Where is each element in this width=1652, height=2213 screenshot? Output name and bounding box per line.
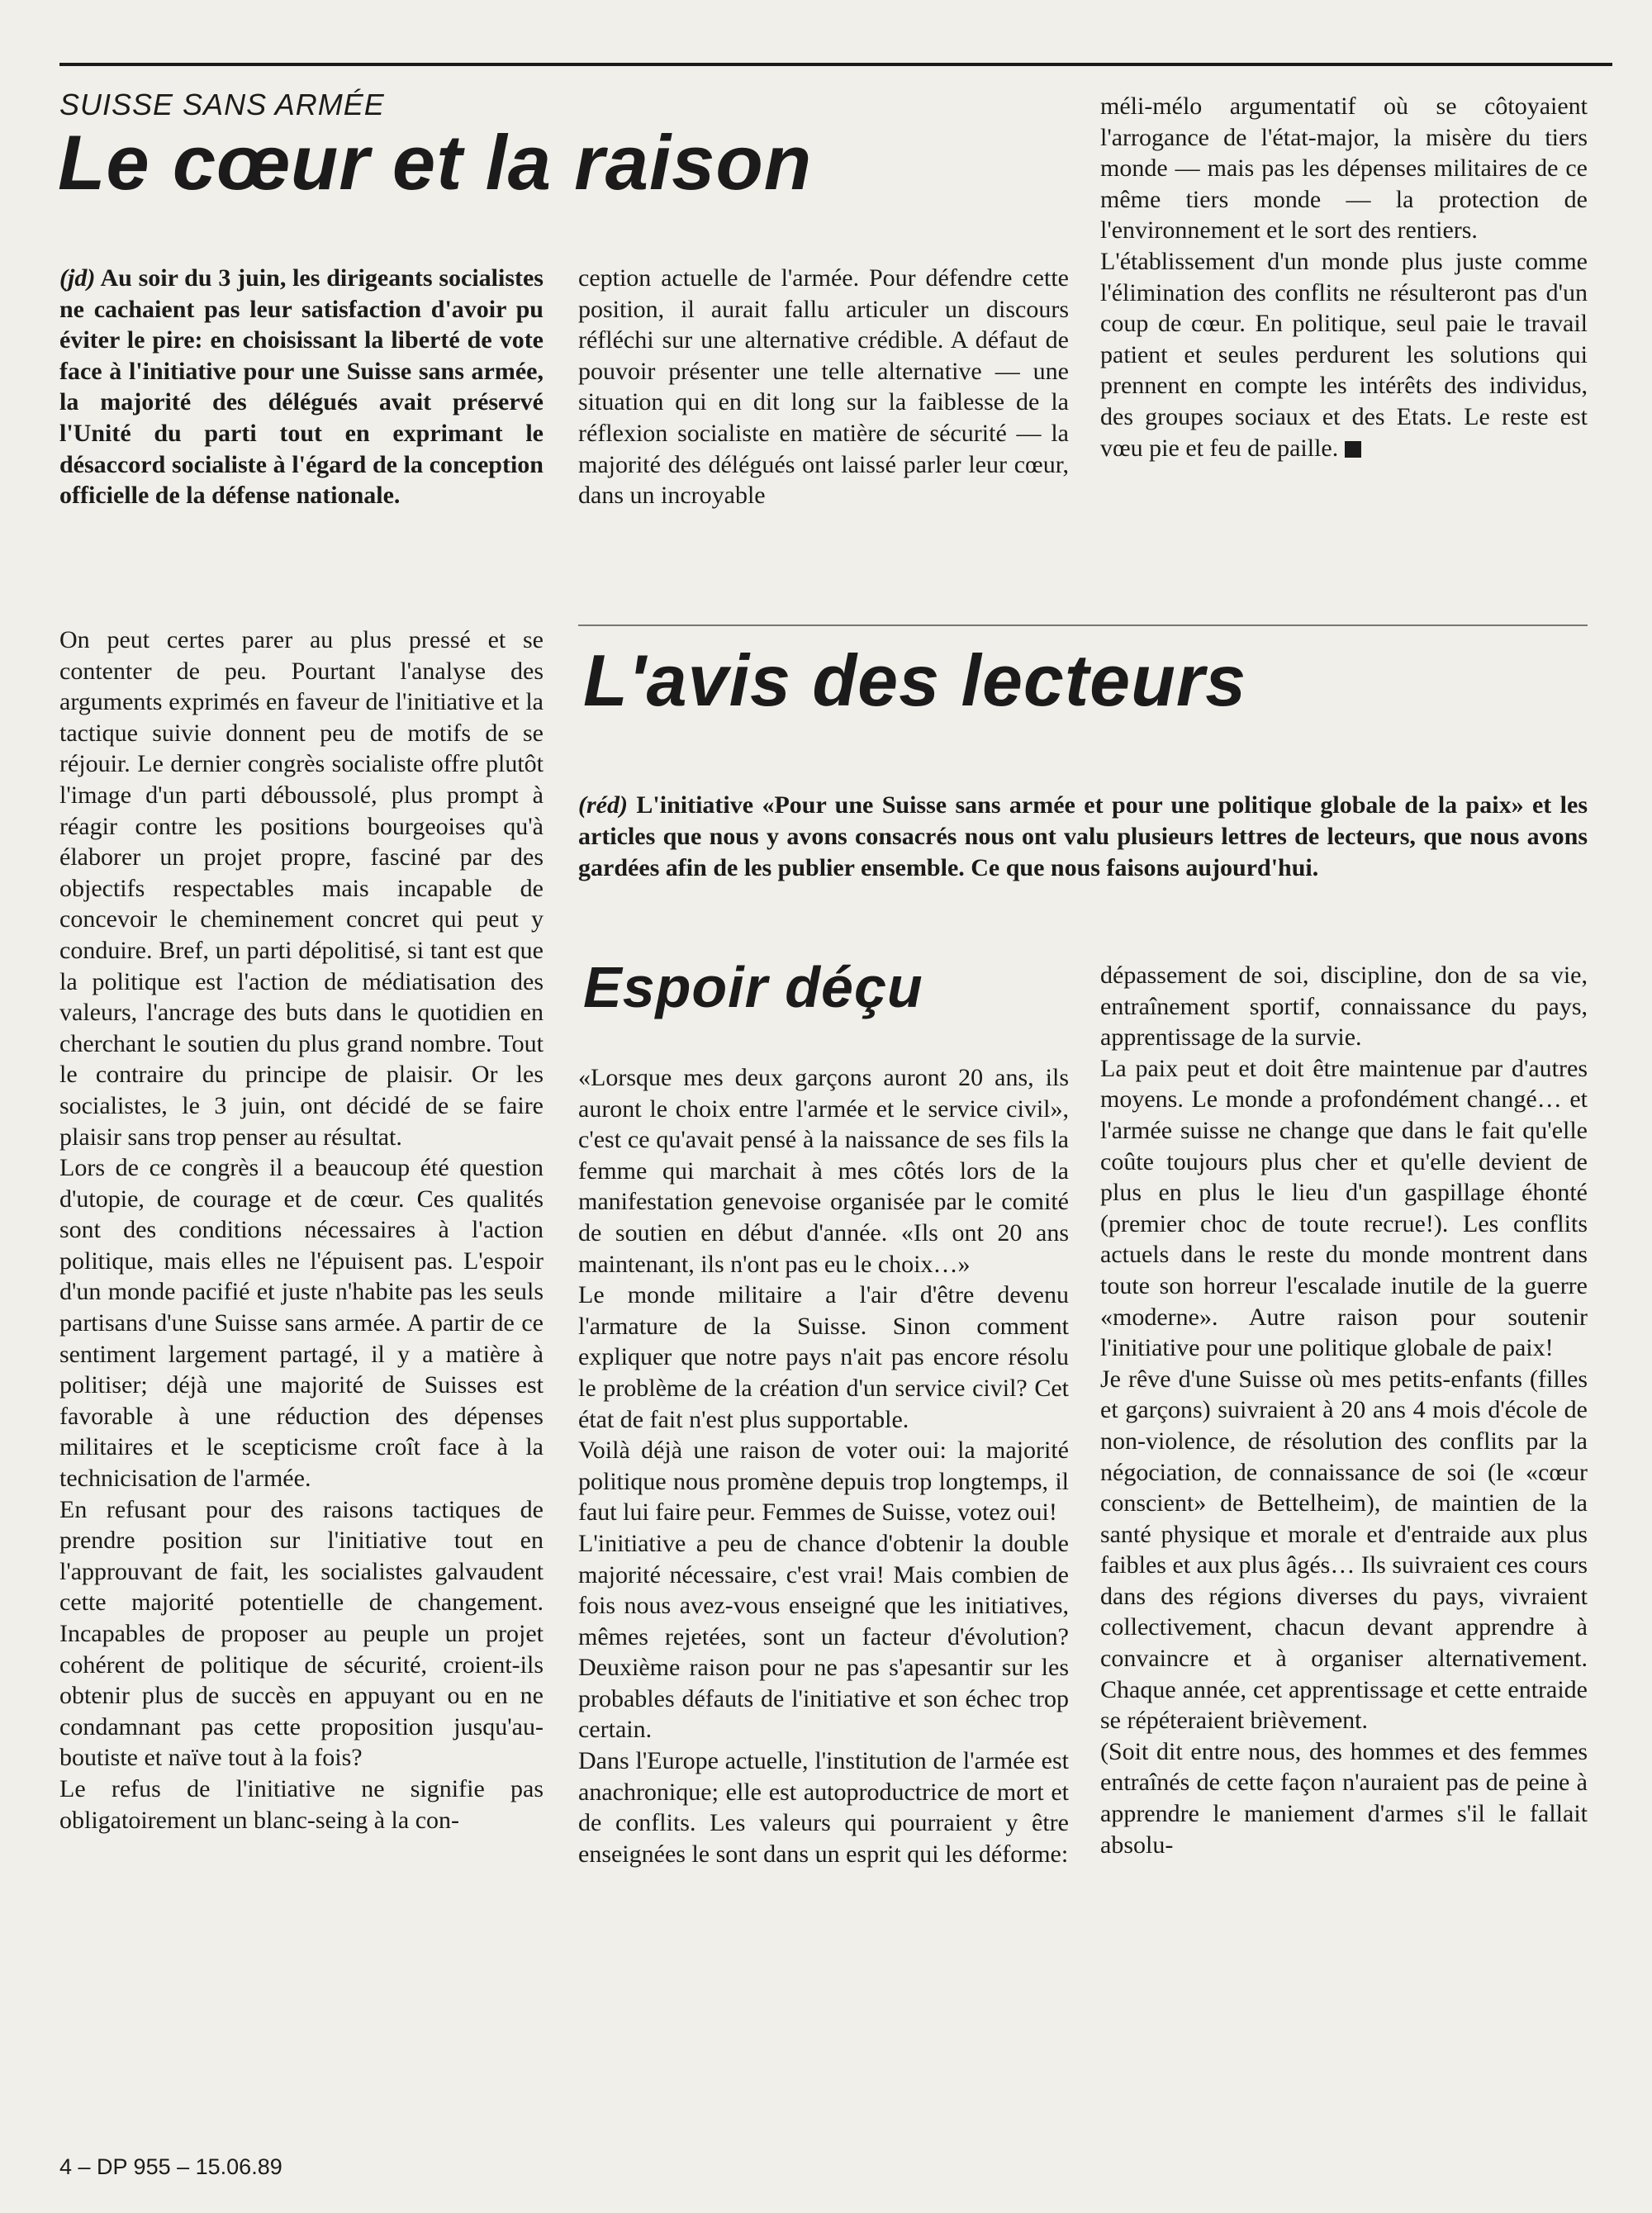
- letter-paragraph: Je rêve d'une Suisse où mes petits-enfants (filles et garçons) suivraient à 20 ans 4 mois d'école de non-violence, de résolution des conflits par la négociation, de connaissance de soi (le «cœur conscient» de Bettelheim), de maintien de la santé physique et morale et d'entraide aux plus faibles et aux plus âgés… Ils suivraient ces cours dans des régions diverses du pays, vivraient collectivement, chacun devant apprendre à convaincre et à organiser alternativement. Chaque année, cet apprentissage et cette entraide se répéteraient brièvement.: [1100, 1365, 1588, 1735]
- intro-text: L'initiative «Pour une Suisse sans armée et pour une politique globale de la paix» et les articles que nous y avons consacrés nous ont valu plusieurs lettres de lecteurs, que nous avons gardées afin de les publier ensemble. Ce que nous faisons aujourd'hui.: [578, 791, 1588, 881]
- article-body-col2: [578, 263, 1069, 511]
- section-title: L'avis des lecteurs: [583, 639, 1247, 721]
- letter-paragraph: Dans l'Europe actuelle, l'institution de l'armée est anachronique; elle est autoproductrice de mort et de conflits. Les valeurs qui pourraient y être enseignées le sont dans un esprit qui les déforme:: [578, 1747, 1069, 1868]
- lead-text: Au soir du 3 juin, les dirigeants socialistes ne cachaient pas leur satisfaction d'avoir pu éviter le pire: en choisissant la liberté de vote face à l'initiative pour une Suisse sans armée, la majorité des délégués avait préservé l'Unité du parti tout en exprimant le désaccord socialiste à l'égard de la conception officielle de la défense nationale.: [59, 264, 544, 510]
- section-rule: [578, 624, 1588, 626]
- letter-paragraph: Voilà déjà une raison de voter oui: la majorité politique nous promène depuis trop longtemps, il faut lui faire peur. Femmes de Suisse, votez oui!: [578, 1437, 1069, 1527]
- letter-paragraph: L'initiative a peu de chance d'obtenir la double majorité nécessaire, c'est vrai! Mais combien de fois nous avez-vous enseigné que les initiatives, mêmes rejetées, sont un facteur d'évolution? Deuxième raison pour ne pas s'apesantir sur les probables défauts de l'initiative et son échec trop certain.: [578, 1529, 1069, 1744]
- article-title: Le cœur et la raison: [58, 119, 813, 206]
- letter-paragraph: dépassement de soi, discipline, don de sa vie, entraînement sportif, connaissance du pays, apprentissage de la survie.: [1100, 962, 1588, 1052]
- article-body-col1: [59, 624, 544, 1835]
- letter-col3: [1100, 960, 1588, 1860]
- letter-paragraph: La paix peut et doit être maintenue par d'autres moyens. Le monde a profondément changé… et l'armée suisse ne change que dans le fait qu'elle coûte toujours plus cher et qu'elle devient de plus en plus le lieu d'un gaspillage éhonté (premier choc de toute recrue!). Les conflits actuels dans le reste du monde montrent dans toute son horreur l'escalade inutile de la guerre «moderne». Autre raison pour soutenir l'initiative pour une politique globale de paix!: [1100, 1054, 1588, 1362]
- letter-col2: [578, 1062, 1069, 1869]
- body-paragraph: En refusant pour des raisons tactiques de prendre position sur l'initiative tout en l'approuvant de fait, les socialistes galvaudent cette majorité potentielle de changement. Incapables de proposer au peuple un projet cohérent de politique de sécurité, croient-ils obtenir plus de succès en appuyant ou en ne condamnant pas cette proposition jusqu'au-boutiste et naïve tout à la fois?: [59, 1495, 544, 1772]
- body-paragraph: Lors de ce congrès il a beaucoup été question d'utopie, de courage et de cœur. Ces qualités sont des conditions nécessaires à l'action politique, mais elles ne l'épuisent pas. L'espoir d'un monde pacifié et juste n'habite pas les seuls partisans d'une Suisse sans armée. A partir de ce sentiment largement partagé, il y a matière à politiser; déjà une majorité de Suisses est favorable à une réduction des dépenses militaires et le scepticisme croît face à la technicisation de l'armée.: [59, 1154, 544, 1493]
- body-paragraph: Le refus de l'initiative ne signifie pas obligatoirement un blanc-seing à la con-: [59, 1774, 544, 1834]
- page-footer: 4 – DP 955 – 15.06.89: [59, 2154, 282, 2179]
- body-paragraph: [1100, 246, 1588, 463]
- section-intro: [578, 790, 1588, 884]
- top-rule: [59, 63, 1612, 66]
- body-paragraph: méli-mélo argumentatif où se côtoyaient l'arrogance de l'état-major, la misère du tiers monde — mais pas les dépenses militaires de ce même tiers monde — la protection de l'environnement et le sort des rentiers.: [1100, 93, 1588, 245]
- letter-title: Espoir déçu: [583, 955, 923, 1019]
- letter-paragraph: (Soit dit entre nous, des hommes et des femmes entraînés de cette façon n'auraient pas de peine à apprendre le maniement d'armes s'il le fallait absolu-: [1100, 1737, 1588, 1859]
- letter-paragraph: «Lorsque mes deux garçons auront 20 ans, ils auront le choix entre l'armée et le service civil», c'est ce qu'avait pensé à la naissance de ses fils la femme qui marchait à mes côtés lors de la manifestation genevoise organisée par le comité de soutien en début d'année. «Ils ont 20 ans maintenant, ils n'ont pas eu le choix…»: [578, 1064, 1069, 1278]
- letter-paragraph: Le monde militaire a l'air d'être devenu l'armature de la Suisse. Sinon comment expliquer que notre pays n'ait pas encore résolu le problème de la création d'un service civil? Cet état de fait n'est plus supportable.: [578, 1281, 1069, 1433]
- article-body-col3: [1100, 91, 1588, 463]
- article-kicker: SUISSE SANS ARMÉE: [59, 88, 385, 121]
- intro-tag: (réd): [578, 791, 628, 819]
- article-lead: [59, 263, 544, 511]
- body-paragraph: On peut certes parer au plus pressé et se contenter de peu. Pourtant l'analyse des arguments exprimés en faveur de l'initiative et la tactique suivie donnent peu de motifs de se réjouir. Le dernier congrès socialiste offre plutôt l'image d'un parti déboussolé, plus prompt à réagir contre les positions bourgeoises qu'à élaborer un projet propre, fasciné par des objectifs respectables mais incapable de concevoir le cheminement concret qui peut y conduire. Bref, un parti dépolitisé, si tant est que la politique est l'action de médiatisation des valeurs, l'ancrage des buts dans le quotidien en cherchant le soutien du plus grand nombre. Tout le contraire du principe de plaisir. Or les socialistes, le 3 juin, ont décidé de se faire plaisir sans trop penser au résultat.: [59, 626, 544, 1151]
- end-mark-icon: [1345, 441, 1361, 458]
- body-paragraph: ception actuelle de l'armée. Pour défendre cette position, il aurait fallu articuler un discours réfléchi sur une alternative crédible. A défaut de pouvoir présenter une telle alternative — une situation qui en dit long sur la faiblesse de la réflexion socialiste en matière de sécurité — la majorité des délégués ont laissé parler leur cœur, dans un incroyable: [578, 264, 1069, 510]
- closing-text: L'établissement d'un monde plus juste comme l'élimination des conflits ne résulteront pas d'un coup de cœur. En politique, seul paie le travail patient et seules perdurent les solutions qui prennent en compte les intérêts des individus, des groupes sociaux et des Etats. Le reste est vœu pie et feu de paille.: [1100, 247, 1588, 462]
- lead-tag: (jd): [59, 264, 96, 292]
